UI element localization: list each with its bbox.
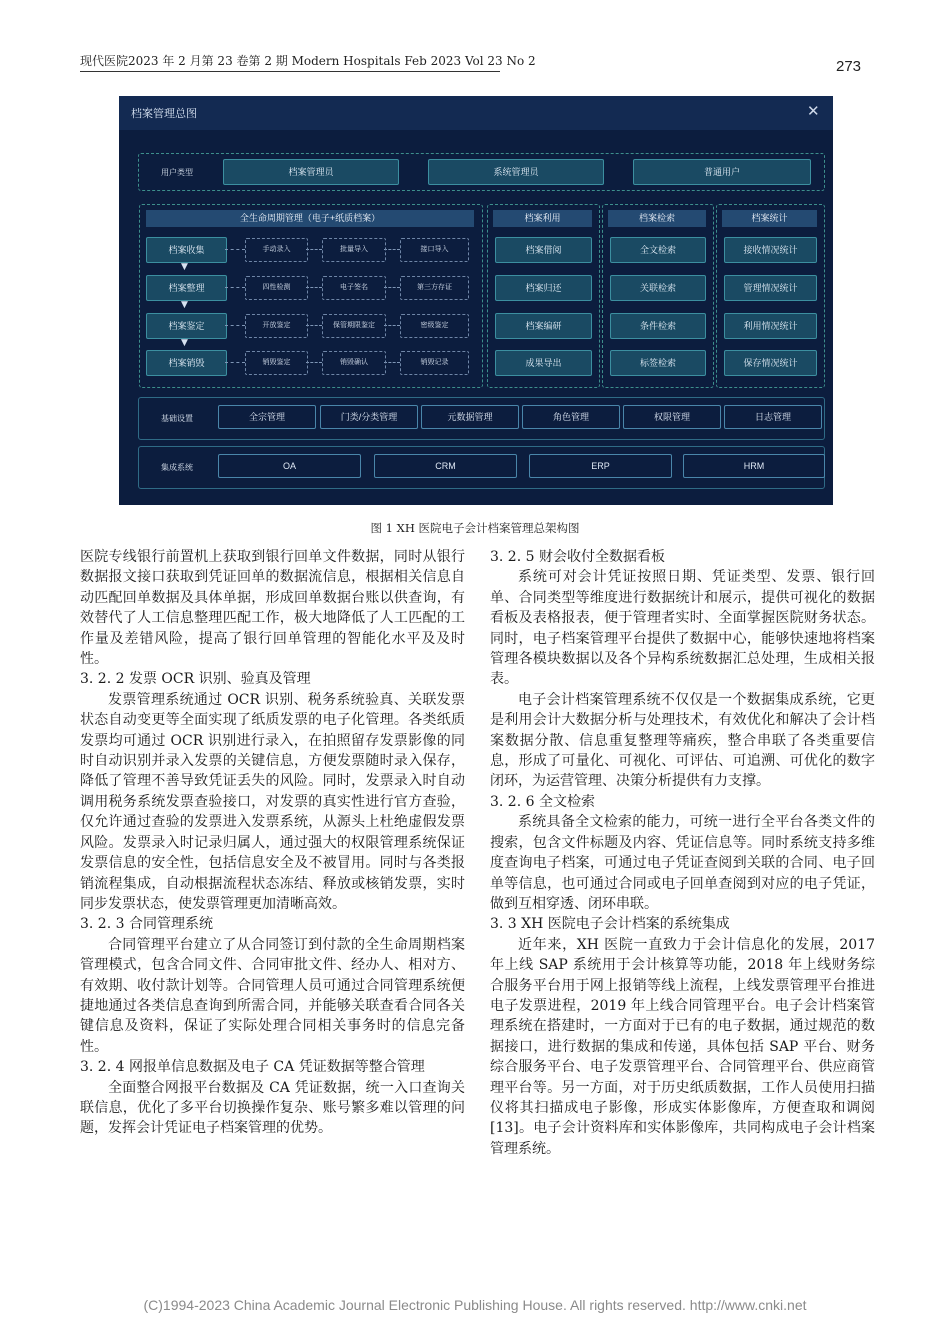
substage-item[interactable]: 第三方存证	[400, 276, 469, 300]
arrow-down-icon: ▼	[181, 300, 188, 310]
figure-window-title: 档案管理总图	[131, 108, 197, 120]
body-paragraph: 发票管理系统通过 OCR 识别、税务系统验真、关联发票状态自动变更等全面实现了纸质发票的电子化管理。各类纸质发票均可通过 OCR 识别进行录入，在拍照留存发票影像的同时自动识别并录入发票的关键信息，方便发票随时录入保存，降低了管理不善导致凭证丢失的风险。同时，发票录入时自动调用税务系统发票查验接口，对发票的真实性进行官方查验，仅允许通过查验的发票进入发票系统，从源头上杜绝虚假发票风险。发票录入时记录归属人，通过强大的权限管理系统保证发票信息的安全性，包括信息安全及不被冒用。同时与各类报销流程集成，自动根据流程状态冻结、释放或核销发票，实时同步发票状态，使发票管理更加清晰高效。	[80, 691, 465, 912]
module-item[interactable]: 关联检索	[610, 275, 706, 301]
section-heading: 3. 2. 3 合同管理系统	[80, 916, 213, 933]
basic-item[interactable]: 日志管理	[724, 405, 822, 429]
section-heading: 3. 2. 4 网报单信息数据及电子 CA 凭证数据等整合管理	[80, 1059, 425, 1076]
lifecycle-title: 全生命周期管理（电子+纸质档案）	[146, 210, 474, 227]
body-paragraph: 全面整合网报平台数据及 CA 凭证数据，统一入口查询关联信息，优化了多平台切换操作复杂、账号繁多难以管理的问题，发挥会计凭证电子档案管理的优势。	[80, 1079, 465, 1137]
integration-item[interactable]: ERP	[529, 454, 672, 478]
integration-item[interactable]: CRM	[374, 454, 517, 478]
module-title: 档案检索	[608, 210, 706, 227]
section-heading: 3. 2. 6 全文检索	[490, 793, 595, 810]
basic-item[interactable]: 权限管理	[623, 405, 721, 429]
stage-appraise[interactable]: 档案鉴定	[146, 313, 227, 339]
substage-item[interactable]: 接口导入	[400, 238, 469, 262]
module-item[interactable]: 成果导出	[495, 350, 592, 376]
substage-item[interactable]: 开放鉴定	[245, 314, 308, 338]
module-item[interactable]: 档案借阅	[495, 237, 592, 263]
close-icon[interactable]: ✕	[807, 102, 820, 120]
substage-item[interactable]: 销毁记录	[400, 351, 469, 375]
integration-item[interactable]: HRM	[683, 454, 825, 478]
right-column	[490, 547, 875, 1159]
body-paragraph: 系统可对会计凭证按照日期、凭证类型、发票、银行回单、合同类型等维度进行数据统计和展示，提供可视化的数据看板及表格报表，便于管理者实时、全面掌握医院财务状态。同时，电子档案管理平台提供了数据中心，能够快速地将档案管理各模块数据以及各个异构系统数据汇总处理，生成相关报表。	[490, 569, 875, 688]
module-item[interactable]: 利用情况统计	[724, 313, 817, 339]
body-paragraph: 医院专线银行前置机上获取到银行回单文件数据，同时从银行数据报文接口获取到凭证回单的数据流信息，根据相关信息自动匹配回单数据及具体单据，形成回单数据台账以供查询，有效替代了人工信息整理匹配工作，极大地降低了人工匹配的工作量及差错风险，提高了银行回单管理的智能化水平及及时性。	[80, 549, 465, 668]
figure-caption: 图 1 XH 医院电子会计档案管理总架构图	[370, 521, 580, 535]
user-type-item[interactable]: 系统管理员	[428, 159, 604, 185]
module-item[interactable]: 档案编研	[495, 313, 592, 339]
substage-item[interactable]: 电子签名	[322, 276, 386, 300]
basic-item[interactable]: 元数据管理	[421, 405, 519, 429]
module-title: 档案利用	[493, 210, 592, 227]
stage-collect[interactable]: 档案收集	[146, 237, 227, 263]
integration-label: 集成系统	[161, 463, 193, 472]
substage-item[interactable]: 批量导入	[322, 238, 386, 262]
basic-settings-label: 基础设置	[161, 414, 193, 423]
architecture-figure	[119, 96, 833, 505]
section-heading: 3. 2. 5 财会收付全数据看板	[490, 549, 665, 565]
module-item[interactable]: 条件检索	[610, 313, 706, 339]
module-item[interactable]: 保存情况统计	[724, 350, 817, 376]
basic-item[interactable]: 角色管理	[522, 405, 620, 429]
module-item[interactable]: 管理情况统计	[724, 275, 817, 301]
substage-item[interactable]: 保管期限鉴定	[322, 314, 386, 338]
module-item[interactable]: 档案归还	[495, 275, 592, 301]
header-rule	[80, 71, 500, 72]
module-item[interactable]: 接收情况统计	[724, 237, 817, 263]
module-title: 档案统计	[722, 210, 817, 227]
left-column	[80, 547, 465, 1139]
running-header: 现代医院2023 年 2 月第 23 卷第 2 期 Modern Hospitals Feb 2023 Vol 23 No 2	[80, 54, 536, 68]
module-item[interactable]: 全文检索	[610, 237, 706, 263]
stage-organize[interactable]: 档案整理	[146, 275, 227, 301]
stage-destroy[interactable]: 档案销毁	[146, 350, 227, 376]
section-heading: 3. 2. 2 发票 OCR 识别、验真及管理	[80, 671, 311, 688]
arrow-down-icon: ▼	[181, 262, 188, 272]
page-number: 273	[836, 58, 862, 75]
figure-titlebar	[119, 96, 833, 130]
body-paragraph: 系统具备全文检索的能力，可统一进行全平台各类文件的搜索，包含文件标题及内容、凭证信息等。同时系统支持多维度查询电子档案，可通过电子凭证查阅到关联的合同、电子回单等信息，也可通过合同或电子回单查阅到对应的电子凭证，做到互相穿透、闭环串联。	[490, 814, 875, 912]
substage-item[interactable]: 销毁确认	[322, 351, 386, 375]
body-paragraph: 电子会计档案管理系统不仅仅是一个数据集成系统，它更是利用会计大数据分析与处理技术，有效优化和解决了会计档案数据分散、信息重复整理等痛疾，整合串联了各类重要信息，形成了可量化、可视化、可评估、可追溯、可优化的数字闭环，为运营管理、决策分析提供有力支撑。	[490, 691, 875, 790]
user-type-item[interactable]: 普通用户	[633, 159, 811, 185]
arrow-down-icon: ▼	[181, 338, 188, 348]
substage-item[interactable]: 四性检测	[245, 276, 308, 300]
substage-item[interactable]: 销毁鉴定	[245, 351, 308, 375]
body-paragraph: 合同管理平台建立了从合同签订到付款的全生命周期档案管理模式，包含合同文件、合同审批文件、经办人、相对方、有效期、收付款计划等。合同管理人员可通过合同管理系统便捷地通过各类信息查询到所需合同，并能够关联查看合同各关键信息及资料，保证了实际处理合同相关事务时的信息完备性。	[80, 936, 465, 1055]
copyright-footer: (C)1994-2023 China Academic Journal Electronic Publishing House. All rights reserved. http://www.cnki.net	[143, 1297, 807, 1313]
user-type-item[interactable]: 档案管理员	[223, 159, 399, 185]
module-item[interactable]: 标签检索	[610, 350, 706, 376]
integration-item[interactable]: OA	[218, 454, 361, 478]
body-paragraph: 近年来，XH 医院一直致力于会计信息化的发展，2017 年上线 SAP 系统用于会计核算等功能，2018 年上线财务综合服务平台用于网上报销等线上流程，上线发票管理平台推进电子发票进程，2019 年上线合同管理平台。电子会计档案管理系统在搭建时，一方面对于已有的电子数据，通过规范的数据接口，进行数据的集成和传递，具体包括 SAP 平台、财务综合服务平台、电子发票管理平台、合同管理平台、供应商管理平台等。另一方面，对于历史纸质数据，工作人员使用扫描仪将其扫描成电子影像，形成实体影像库，方便查取和调阅[13]。电子会计资料库和实体影像库，共同构成电子会计档案管理系统。	[490, 936, 875, 1157]
substage-item[interactable]: 手动录入	[245, 238, 308, 262]
user-type-label: 用户类型	[161, 168, 193, 177]
section-heading: 3. 3 XH 医院电子会计档案的系统集成	[490, 916, 730, 933]
substage-item[interactable]: 密级鉴定	[400, 314, 469, 338]
basic-item[interactable]: 门类/分类管理	[320, 405, 418, 429]
basic-item[interactable]: 全宗管理	[218, 405, 316, 429]
